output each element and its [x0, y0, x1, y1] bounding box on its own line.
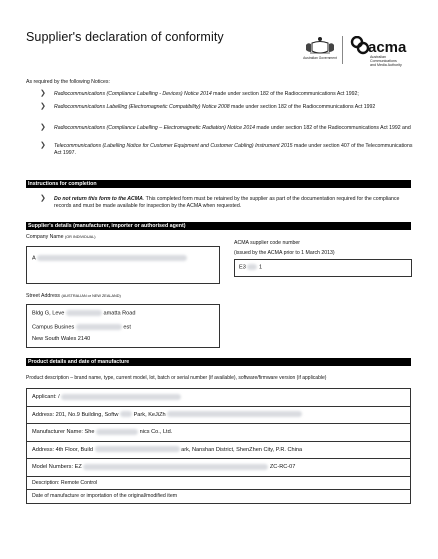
redacted-text: [61, 394, 181, 400]
acma-subtitle-line: Communications: [370, 59, 397, 64]
applicant-address-start: Address: 201, No.9 Building, Softw: [32, 411, 119, 418]
model-end: ZC-RC-07: [269, 464, 296, 470]
logo-divider: [342, 36, 343, 64]
notice-text: made under section 182 of the Radiocommunications Act 1992 and: [254, 125, 411, 131]
model-start: Model Numbers: EZ: [32, 464, 82, 470]
street-line1-start: Bldg G, Leve: [32, 310, 65, 317]
acma-subtitle-line: Australian: [370, 55, 386, 59]
notice-title: Radiocommunications (Compliance Labelling - Devices) Notice 2014: [54, 91, 212, 97]
street-line2-end: est: [123, 324, 131, 331]
table-row-applicant-address[interactable]: [27, 407, 410, 425]
street-address-field[interactable]: [26, 304, 220, 348]
table-row-description[interactable]: [27, 477, 410, 490]
notice-title: Radiocommunications Labelling (Electromagnetic Compatibility) Notice 2008: [54, 104, 230, 110]
table-row-model[interactable]: [27, 459, 410, 477]
company-name-note: (OR INDIVIDUAL): [64, 235, 96, 239]
acma-logo-text: acma: [368, 39, 407, 56]
manufacturer-address-end: ark, Nanshan District, ShenZhen City, P.R. China: [181, 446, 303, 453]
notice-text: made under section 182 of the Radiocommunications Act 1992: [229, 104, 376, 110]
acma-subtitle-line: and Media Authority: [370, 63, 402, 68]
redacted-text: [37, 255, 187, 261]
street-address-label-text: Street Address: [26, 293, 61, 299]
section-header-instructions: Instructions for completion: [26, 180, 411, 188]
company-name-value: A: [32, 255, 36, 262]
table-row-applicant[interactable]: [27, 389, 410, 407]
table-row-manufacturer-address[interactable]: [27, 442, 410, 460]
manufacturer-end: nics Co., Ltd.: [139, 429, 173, 435]
notice-title: Radiocommunications (Compliance Labelling – Electromagnetic Radiation) Notice 2014: [54, 125, 255, 131]
company-name-label: [26, 234, 96, 241]
required-intro: As required by the following Notices:: [26, 79, 110, 85]
instruction-bold: Do not return this form to the ACMA: [54, 196, 143, 202]
table-row-date[interactable]: [27, 490, 410, 503]
applicant-value: /: [58, 394, 60, 400]
acma-code-value-start: E3: [239, 264, 246, 271]
redacted-text: [247, 264, 257, 270]
street-line2-start: Campus Busines: [32, 324, 75, 331]
redacted-text: [95, 446, 180, 452]
redacted-text: [167, 411, 302, 417]
redacted-text: [83, 464, 268, 470]
section-header-supplier: Supplier's details (manufacturer, importer or authorised agent): [26, 222, 411, 230]
acma-subtitle: [370, 55, 420, 68]
notice-text: made under section 182 of the Radiocommunications Act 1992;: [211, 91, 359, 97]
applicant-label: Applicant:: [32, 394, 57, 400]
acma-code-note: (issued by the ACMA prior to 1 March 2013): [234, 250, 335, 256]
chevron-right-icon: ❯: [40, 124, 46, 131]
redacted-text: [76, 324, 122, 330]
redacted-text: [96, 429, 138, 435]
page-title: Supplier's declaration of conformity: [26, 30, 224, 44]
company-name-field[interactable]: [26, 246, 220, 284]
redacted-text: [120, 411, 132, 417]
acma-code-label: ACMA supplier code number: [234, 240, 301, 246]
acma-code-field[interactable]: [234, 259, 412, 277]
chevron-right-icon: ❯: [40, 195, 46, 202]
product-details-table: [26, 388, 411, 504]
company-name-label-text: Company Name: [26, 234, 64, 240]
chevron-right-icon: ❯: [40, 142, 46, 149]
chevron-right-icon: ❯: [40, 103, 46, 110]
manufacturer-address-start: Address: 4th Floor, Build: [32, 446, 93, 453]
product-description-label: Product description – brand name, type, current model, lot, batch or serial number (if available), software/firmware version (if applicable): [26, 375, 327, 381]
acma-code-value-end: 1: [258, 264, 263, 271]
notice-text: made under section 407 of the Telecommunications Act 1997.: [54, 143, 413, 156]
manufacturer-start: Manufacturer Name: She: [32, 429, 95, 435]
description-text: Description: Remote Control: [32, 479, 98, 486]
date-label: Date of manufacture or importation of the original/modified item: [32, 492, 178, 499]
street-line3: New South Wales 2140: [32, 336, 91, 342]
logo-block: [298, 34, 418, 80]
redacted-text: [66, 310, 102, 316]
notice-title: Telecommunications (Labelling Notice for Customer Equipment and Customer Cabling) Instrument 2015: [54, 143, 293, 149]
instruction-text: . This completed form must be retained by the supplier as part of the documentation required for the compliance records and must be made available for inspection by the ACMA when requested.: [54, 196, 400, 209]
street-address-label: [26, 293, 121, 300]
applicant-address-middle: Park, KeJiZh: [133, 411, 166, 418]
chevron-right-icon: ❯: [40, 90, 46, 97]
street-address-note: (AUSTRALIAN or NEW ZEALAND): [61, 294, 121, 298]
crest-caption: Australian Government: [303, 56, 337, 60]
street-line1-end: amatta Road: [103, 310, 136, 317]
section-header-product: Product details and date of manufacture: [26, 358, 411, 366]
table-row-manufacturer[interactable]: [27, 424, 410, 442]
